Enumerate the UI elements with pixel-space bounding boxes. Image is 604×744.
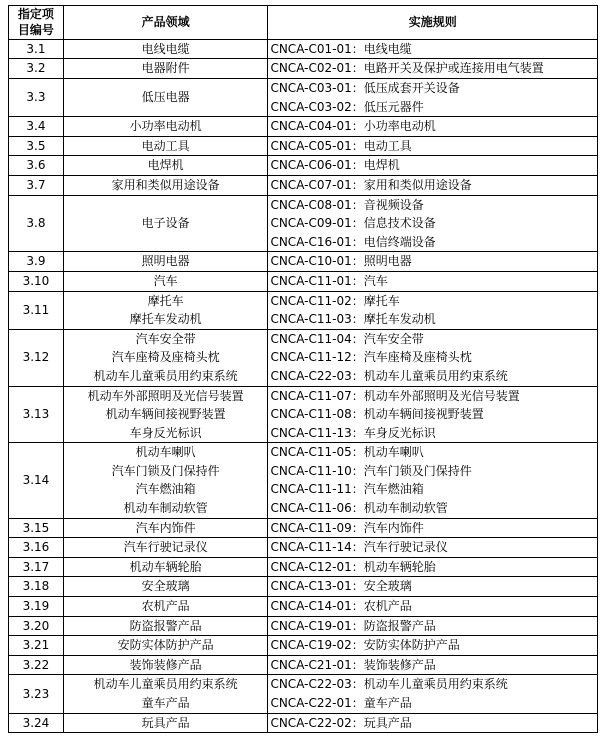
implementation-rule-line: CNCA-C07-01：家用和类似用途设备 <box>270 177 472 192</box>
product-field-line: 家用和类似用途设备 <box>111 177 220 192</box>
product-field-line: 电线电缆 <box>141 41 190 56</box>
implementation-rule <box>268 713 598 733</box>
table-row <box>9 713 598 733</box>
product-field-line: 小功率电动机 <box>129 119 202 134</box>
implementation-rule <box>268 39 598 59</box>
implementation-rule-line: CNCA-C02-01：电路开关及保护或连接用电气装置 <box>270 61 544 76</box>
implementation-rule <box>268 79 598 117</box>
implementation-rule <box>268 518 598 538</box>
table-row <box>9 117 598 137</box>
product-field-line: 低压电器 <box>141 90 190 105</box>
product-field <box>63 557 268 577</box>
product-field <box>63 195 268 252</box>
product-field-line: 照明电器 <box>141 254 190 269</box>
implementation-rule-line: CNCA-C11-11：汽车燃油箱 <box>270 482 424 497</box>
product-field-line: 安全玻璃 <box>141 579 190 594</box>
header-item-no-line-2: 目编号 <box>17 23 54 38</box>
implementation-rule-line: CNCA-C06-01：电焊机 <box>270 158 400 173</box>
implementation-rule-line: CNCA-C12-01：机动车辆轮胎 <box>270 559 436 574</box>
implementation-rule-line: CNCA-C22-02：玩具产品 <box>270 715 412 730</box>
implementation-rule-line: CNCA-C08-01：音视频设备 <box>270 197 424 212</box>
product-field <box>63 59 268 79</box>
implementation-rule <box>268 386 598 443</box>
product-field-line: 防盗报警产品 <box>129 618 202 633</box>
item-number: 3.20 <box>9 616 64 636</box>
implementation-rule-line: CNCA-C11-01：汽车 <box>270 273 388 288</box>
product-field <box>63 291 268 329</box>
header-row <box>9 6 598 40</box>
implementation-rule <box>268 538 598 558</box>
product-field-line: 装饰装修产品 <box>129 657 202 672</box>
product-field-line: 电器附件 <box>141 61 190 76</box>
product-field <box>63 713 268 733</box>
item-number: 3.10 <box>9 271 64 291</box>
implementation-rule-line: CNCA-C11-12：汽车座椅及座椅头枕 <box>270 350 472 365</box>
table-row <box>9 518 598 538</box>
table-row <box>9 175 598 195</box>
item-number: 3.19 <box>9 597 64 617</box>
implementation-rule-line: CNCA-C11-08：机动车辆间接视野装置 <box>270 407 484 422</box>
implementation-rule <box>268 597 598 617</box>
implementation-rule <box>268 175 598 195</box>
product-field-line: 汽车安全带 <box>135 331 196 346</box>
implementation-rule <box>268 156 598 176</box>
table-row <box>9 291 598 329</box>
table-row <box>9 636 598 656</box>
table-row <box>9 136 598 156</box>
product-field <box>63 636 268 656</box>
item-number: 3.2 <box>9 59 64 79</box>
product-field-line: 汽车燃油箱 <box>135 482 196 497</box>
product-field <box>63 271 268 291</box>
item-number: 3.6 <box>9 156 64 176</box>
table-row <box>9 386 598 443</box>
implementation-rule-line: CNCA-C03-01：低压成套开关设备 <box>270 81 460 95</box>
implementation-rule-line: CNCA-C11-13：车身反光标识 <box>270 425 436 440</box>
product-field <box>63 518 268 538</box>
table-row <box>9 79 598 117</box>
implementation-rule-line: CNCA-C22-03：机动车儿童乘员用约束系统 <box>270 677 508 692</box>
product-field-line: 电焊机 <box>147 158 184 173</box>
product-field-line: 机动车外部照明及光信号装置 <box>87 388 244 403</box>
item-number: 3.11 <box>9 291 64 329</box>
product-field-line: 汽车行驶记录仪 <box>123 540 208 555</box>
implementation-rule <box>268 271 598 291</box>
implementation-rule-line: CNCA-C05-01：电动工具 <box>270 138 412 153</box>
implementation-rule-line: CNCA-C01-01：电线电缆 <box>270 41 412 56</box>
product-field-line: 汽车内饰件 <box>135 520 196 535</box>
implementation-rule-line: CNCA-C09-01：信息技术设备 <box>270 216 436 231</box>
product-field-line: 机动车儿童乘员用约束系统 <box>93 677 238 692</box>
item-number: 3.4 <box>9 117 64 137</box>
product-field <box>63 443 268 518</box>
implementation-rule-line: CNCA-C11-05：机动车喇叭 <box>270 445 424 460</box>
implementation-rule-line: CNCA-C11-06：机动车制动软管 <box>270 501 448 516</box>
implementation-rule-line: CNCA-C14-01：农机产品 <box>270 599 412 614</box>
implementation-rule-line: CNCA-C11-09：汽车内饰件 <box>270 520 424 535</box>
product-field <box>63 577 268 597</box>
product-field-line: 摩托车 <box>147 293 184 308</box>
implementation-rule-line: CNCA-C19-01：防盗报警产品 <box>270 618 436 633</box>
table-row <box>9 252 598 272</box>
implementation-rule-line: CNCA-C22-03：机动车儿童乘员用约束系统 <box>270 368 508 383</box>
item-number: 3.24 <box>9 713 64 733</box>
certification-rules-table <box>8 5 598 733</box>
product-field-line: 机动车儿童乘员用约束系统 <box>93 368 238 383</box>
table-row <box>9 538 598 558</box>
implementation-rule <box>268 577 598 597</box>
product-field-line: 玩具产品 <box>141 715 190 730</box>
table-row <box>9 655 598 675</box>
table-row <box>9 156 598 176</box>
product-field <box>63 655 268 675</box>
product-field <box>63 39 268 59</box>
table-row <box>9 329 598 386</box>
product-field <box>63 175 268 195</box>
table-row <box>9 39 598 59</box>
implementation-rule <box>268 443 598 518</box>
product-field <box>63 156 268 176</box>
implementation-rule-line: CNCA-C03-02：低压元器件 <box>270 99 424 114</box>
item-number: 3.21 <box>9 636 64 656</box>
product-field-line: 电子设备 <box>141 216 190 231</box>
item-number: 3.23 <box>9 675 64 713</box>
implementation-rule-line: CNCA-C04-01：小功率电动机 <box>270 119 436 134</box>
header-item-no-line-1: 指定项 <box>17 7 54 21</box>
product-field-line: 汽车 <box>153 273 178 288</box>
implementation-rule <box>268 59 598 79</box>
product-field <box>63 136 268 156</box>
product-field <box>63 79 268 117</box>
product-field-line: 汽车座椅及座椅头枕 <box>111 350 220 365</box>
product-field-line: 机动车制动软管 <box>123 501 208 516</box>
item-number: 3.8 <box>9 195 64 252</box>
implementation-rule-line: CNCA-C11-10：汽车门锁及门保持件 <box>270 463 472 478</box>
implementation-rule <box>268 636 598 656</box>
item-number: 3.9 <box>9 252 64 272</box>
product-field-line: 电动工具 <box>141 138 190 153</box>
item-number: 3.16 <box>9 538 64 558</box>
implementation-rule <box>268 557 598 577</box>
table-row <box>9 675 598 713</box>
header-product-field: 产品领域 <box>63 6 268 40</box>
implementation-rule-line: CNCA-C11-14：汽车行驶记录仪 <box>270 540 448 555</box>
implementation-rule <box>268 329 598 386</box>
product-field-line: 车身反光标识 <box>129 425 202 440</box>
table-row <box>9 597 598 617</box>
item-number: 3.18 <box>9 577 64 597</box>
implementation-rule <box>268 252 598 272</box>
item-number: 3.12 <box>9 329 64 386</box>
product-field-line: 机动车辆轮胎 <box>129 559 202 574</box>
implementation-rule <box>268 616 598 636</box>
implementation-rule-line: CNCA-C11-02：摩托车 <box>270 293 400 308</box>
implementation-rule-line: CNCA-C11-04：汽车安全带 <box>270 331 424 346</box>
table-row <box>9 443 598 518</box>
table-row <box>9 195 598 252</box>
product-field <box>63 117 268 137</box>
table-row <box>9 271 598 291</box>
product-field-line: 安防实体防护产品 <box>117 638 214 653</box>
item-number: 3.13 <box>9 386 64 443</box>
implementation-rule <box>268 675 598 713</box>
implementation-rule <box>268 291 598 329</box>
implementation-rule-line: CNCA-C19-02：安防实体防护产品 <box>270 638 460 653</box>
implementation-rule <box>268 136 598 156</box>
implementation-rule-line: CNCA-C11-03：摩托车发动机 <box>270 312 436 327</box>
implementation-rule-line: CNCA-C10-01：照明电器 <box>270 254 412 269</box>
product-field-line: 机动车喇叭 <box>135 445 196 460</box>
table-row <box>9 557 598 577</box>
item-number: 3.3 <box>9 79 64 117</box>
item-number: 3.5 <box>9 136 64 156</box>
product-field-line: 汽车门锁及门保持件 <box>111 463 220 478</box>
implementation-rule-line: CNCA-C16-01：电信终端设备 <box>270 234 436 249</box>
product-field-line: 童车产品 <box>141 696 190 710</box>
product-field <box>63 675 268 713</box>
product-field-line: 农机产品 <box>141 599 190 614</box>
table-row <box>9 577 598 597</box>
item-number: 3.1 <box>9 39 64 59</box>
implementation-rule <box>268 655 598 675</box>
implementation-rule <box>268 195 598 252</box>
product-field <box>63 597 268 617</box>
implementation-rule-line: CNCA-C13-01：安全玻璃 <box>270 579 412 594</box>
product-field-line: 摩托车发动机 <box>129 312 202 327</box>
product-field <box>63 616 268 636</box>
table-row <box>9 59 598 79</box>
product-field <box>63 252 268 272</box>
implementation-rule-line: CNCA-C21-01：装饰装修产品 <box>270 657 436 672</box>
product-field <box>63 386 268 443</box>
item-number: 3.15 <box>9 518 64 538</box>
implementation-rule-line: CNCA-C22-01：童车产品 <box>270 696 412 710</box>
item-number: 3.7 <box>9 175 64 195</box>
product-field <box>63 329 268 386</box>
product-field-line: 机动车辆间接视野装置 <box>105 407 226 422</box>
table-row <box>9 616 598 636</box>
item-number: 3.17 <box>9 557 64 577</box>
implementation-rule-line: CNCA-C11-07：机动车外部照明及光信号装置 <box>270 388 520 403</box>
header-item-no <box>9 6 64 40</box>
product-field <box>63 538 268 558</box>
item-number: 3.22 <box>9 655 64 675</box>
implementation-rule <box>268 117 598 137</box>
item-number: 3.14 <box>9 443 64 518</box>
header-implementation-rule: 实施规则 <box>268 6 598 40</box>
